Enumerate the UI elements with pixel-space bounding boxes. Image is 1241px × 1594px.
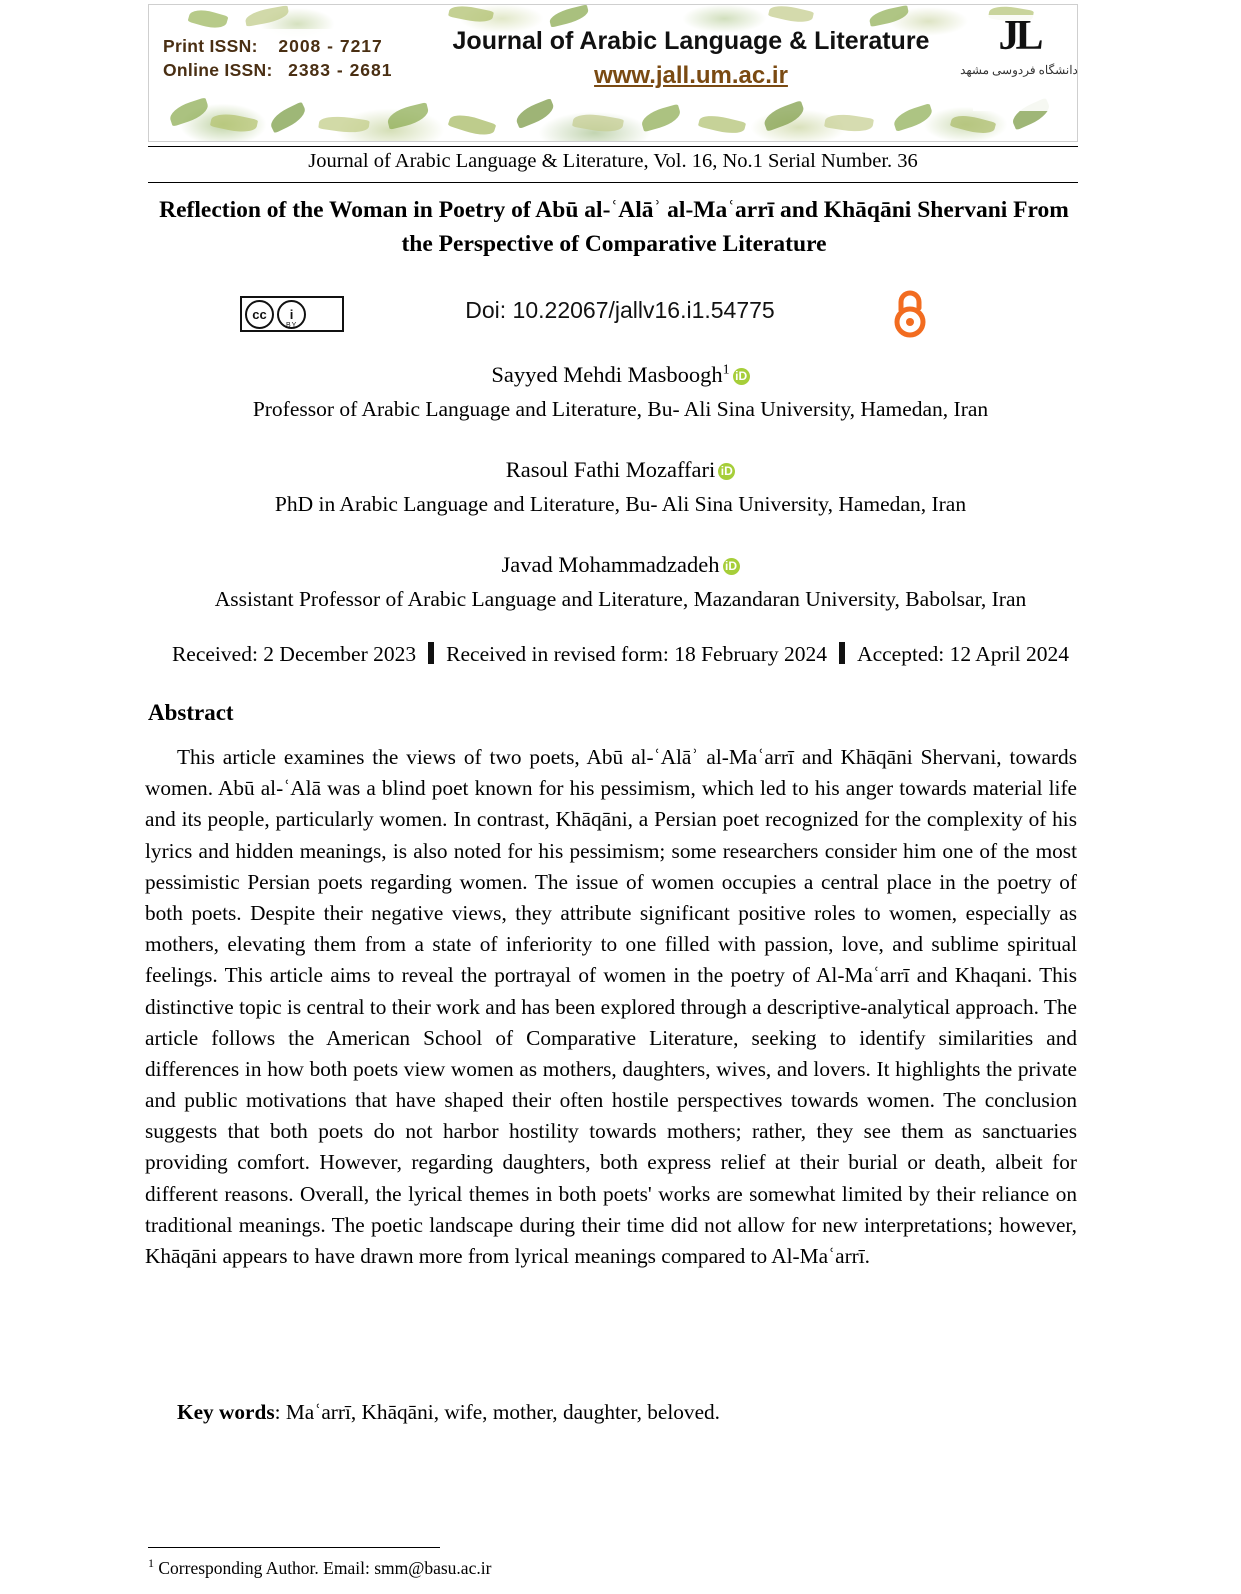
logo-arabic-text: دانشگاه فردوسی مشهد [960,63,1078,77]
running-head: Journal of Arabic Language & Literature, Vol. 16, No.1 Serial Number. 36 [308,150,918,172]
author-affiliation-row [0,397,1241,422]
print-issn-value: 2008 - 7217 [278,36,383,56]
author-entry [0,362,1241,388]
author-entry [0,457,1241,483]
online-issn-line [163,60,403,81]
keywords-row [145,1400,1077,1425]
author-affiliation-row [0,492,1241,517]
revised-date: Received in revised form: 18 February 2024 [446,642,828,666]
leaf-icon [167,97,211,126]
footnote-divider [148,1547,440,1548]
leaf-icon [761,100,807,131]
author-name: Sayyed Mehdi Masboogh [491,362,723,387]
leaf-icon [950,112,996,138]
footnote-marker: 1 [148,1556,154,1570]
divider-top [148,146,1078,147]
leaf-icon [385,102,430,130]
issn-block [157,29,409,88]
author-footnote-marker: 1 [722,362,730,378]
leaf-icon [244,5,290,26]
online-issn-label: Online ISSN: [163,60,273,80]
leaf-icon [210,110,258,135]
page-title: Reflection of the Woman in Poetry of Abū al-ʿAlāʾ al-Maʿarrī and Khāqāni Shervani From the Perspective of Comparative Literature [159,197,1069,258]
leaf-icon [572,111,624,135]
cc-by-label: BY [286,322,298,329]
author-affiliation: Assistant Professor of Arabic Language and Literature, Mazandaran University, Babolsar, Iran [214,587,1027,611]
keywords-label: Key words [177,1400,275,1424]
leaf-icon [639,104,682,132]
orcid-icon[interactable]: iD [718,463,735,480]
keywords-value: Maʿarrī, Khāqāni, wife, mother, daughter, beloved. [285,1400,720,1424]
online-issn-value: 2383 - 2681 [288,60,393,80]
author-name-row [0,552,1241,578]
abstract-text: This article examines the views of two poets, Abū al-ʿAlāʾ al-Maʿarrī and Khāqāni Shervani, towards women. Abū al-ʿAlā was a blind poet known for his pessimism, which led to his anger towards material life and its people, particularly women. In contrast, Khāqāni, a Persian poet recognized for the complexity of his lyrics and hidden meanings, is also noted for his pessimism; some researchers consider him one of the most pessimistic Persian poets regarding women. The issue of women occupies a central place in the poetry of both poets. Despite their negative views, they attribute significant positive roles to women, especially as mothers, elevating them from a state of inferiority to one filled with passion, love, and sublime spiritual feelings. This article aims to reveal the portrayal of women in the poetry of Al-Maʿarrī and Khaqani. This distinctive topic is central to their work and has been explored through a descriptive-analytical approach. The article follows the American School of Comparative Literature, seeking to identify similarities and differences in how both poets view women as mothers, daughters, wives, and lovers. It highlights the private and public motivations that have shaped their often hostile perspectives towards women. The conclusion suggests that both poets do not harbor hostility towards mothers; rather, they see them as sanctuaries providing comfort. However, regarding daughters, both express relief at their burial or death, albeit for different reasons. Overall, the lyrical themes in both poets' works are somewhat limited by their reliance on traditional meanings. The poetic landscape during their time did not allow for new interpretations; however, Khāqāni appears to have drawn more from lyrical meanings compared to Al-Maʿarrī. [145,745,1077,1268]
leaf-icon [318,114,370,136]
author-name: Rasoul Fathi Mozaffari [505,457,716,482]
leaf-icon [448,3,494,26]
open-access-icon [886,288,934,340]
doi-text[interactable]: Doi: 10.22067/jallv16.i1.54775 [465,297,775,323]
footnote-text[interactable]: Corresponding Author. Email: smm@basu.ac.ir [158,1557,492,1578]
university-logo [960,13,1078,111]
cc-by-circle-icon: i [277,300,306,329]
author-affiliation-row [0,587,1241,612]
print-issn-label: Print ISSN: [163,36,258,56]
author-entry [0,552,1241,578]
publication-dates [80,642,1161,667]
cc-circle-icon: cc [245,300,274,329]
author-name-row [0,362,1241,388]
date-separator [839,642,845,664]
leaf-icon [824,111,874,134]
received-date: Received: 2 December 2023 [171,642,417,666]
journal-title: Journal of Arabic Language & Literature [452,27,930,55]
author-affiliation: PhD in Arabic Language and Literature, Bu- Ali Sina University, Hamedan, Iran [274,492,967,516]
accepted-date: Accepted: 12 April 2024 [857,642,1070,666]
leaf-icon [768,2,814,26]
creative-commons-icon[interactable] [240,296,344,332]
leaf-icon [267,102,309,134]
journal-website-link[interactable]: www.jall.um.ac.ir [594,62,788,89]
author-name: Javad Mohammadzadeh [501,552,720,577]
divider-bottom [148,182,1078,183]
journal-masthead [148,4,1078,142]
leaf-icon [868,5,910,27]
leaf-icon [891,103,934,132]
author-affiliation: Professor of Arabic Language and Literature, Bu- Ali Sina University, Hamedan, Iran [252,397,989,421]
abstract-heading: Abstract [148,700,234,725]
date-separator [428,642,434,664]
leaf-icon [448,110,497,139]
orcid-icon[interactable]: iD [723,558,740,575]
author-name-row [0,457,1241,483]
logo-initials: JL [998,13,1040,59]
orcid-icon[interactable]: iD [733,368,750,385]
print-issn-line [163,36,403,57]
leaf-icon [548,4,590,27]
footnote [148,1556,491,1579]
keywords-separator: : [274,1400,286,1424]
leaf-icon [698,112,746,138]
leaf-icon [513,98,556,129]
